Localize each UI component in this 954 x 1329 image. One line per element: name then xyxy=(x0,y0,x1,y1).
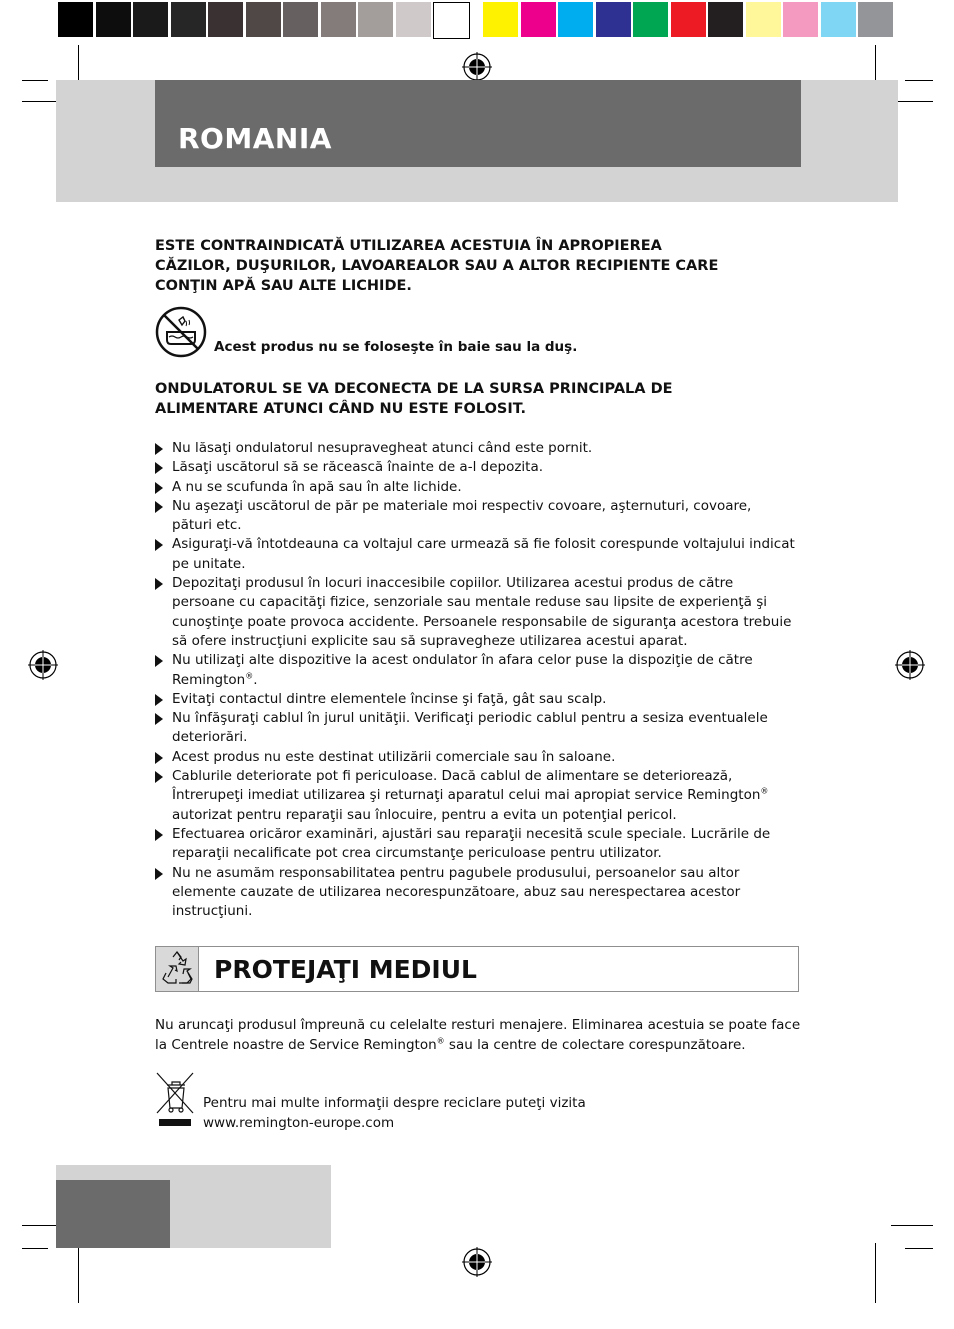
warning-unplug-line: ALIMENTARE ATUNCI CÂND NU ESTE FOLOSIT. xyxy=(155,401,526,417)
color-swatch xyxy=(321,2,356,37)
bullet-arrow-icon xyxy=(155,655,163,667)
footer-box xyxy=(56,1180,170,1248)
bullet-arrow-icon xyxy=(155,752,163,764)
list-item xyxy=(155,767,795,825)
recycling-info-text: Pentru mai multe informaţii despre reciclare puteţi vizita xyxy=(203,1095,586,1111)
environment-text: Nu aruncaţi produsul împreună cu celelalte resturi menajere. Eliminarea acestuia se poate face la Centrele noastre de Service Remington® sau la centre de colectare corespunzătoare. xyxy=(155,1017,801,1053)
list-item xyxy=(155,651,795,690)
bullet-arrow-icon xyxy=(155,868,163,880)
registration-mark-bottom xyxy=(462,1247,492,1277)
list-item-text: A nu se scufunda în apă sau în alte lichide. xyxy=(172,478,462,495)
color-swatch xyxy=(433,2,470,39)
page-title: ROMANIA xyxy=(178,122,332,155)
bullet-arrow-icon xyxy=(155,501,163,513)
list-item xyxy=(155,439,795,458)
color-swatch xyxy=(171,2,206,37)
recycling-info xyxy=(203,1094,586,1133)
section-icon-box xyxy=(155,946,199,992)
list-item-text: Nu aşezaţi uscătorul de păr pe materiale moi respectiv covoare, aşternuturi, covoare, pături etc. xyxy=(172,497,752,534)
color-swatch xyxy=(671,2,706,37)
no-bath-text: Acest produs nu se foloseşte în baie sau la duş. xyxy=(214,339,578,355)
list-item-text: Nu ne asumăm responsabilitatea pentru pagubele produsului, persoanelor sau altor elemente cauzate de utilizarea necorespunzătoare, abuz sau nerespectarea acestor instrucţiuni. xyxy=(172,864,741,920)
list-item xyxy=(155,497,795,536)
list-item xyxy=(155,574,795,651)
crossed-bin-icon xyxy=(155,1071,195,1131)
color-swatch xyxy=(633,2,668,37)
list-item xyxy=(155,458,795,477)
bullet-arrow-icon xyxy=(155,713,163,725)
list-item-text: Acest produs nu este destinat utilizării comerciale sau în saloane. xyxy=(172,748,616,765)
list-item xyxy=(155,478,795,497)
color-swatch xyxy=(58,2,93,37)
color-swatch xyxy=(358,2,393,37)
list-item-text: Depozitaţi produsul în locuri inaccesibile copiilor. Utilizarea acestui produs de către persoane cu capacităţi fizice, senzoriale sau mentale reduse sau lipsite de experienţă şi cunoştinţe poate provoca accidente. Persoanele responsabile de siguranţa acestora trebuie să ofere instrucţiuni explicite sau să supravegheze utilizarea acestui aparat. xyxy=(172,575,792,649)
color-swatch xyxy=(596,2,631,37)
warning-water-line: CĂZILOR, DUŞURILOR, LAVOAREALOR SAU A ALTOR RECIPIENTE CARE xyxy=(155,258,719,274)
list-item-text: Lăsaţi uscătorul să se răcească înainte de a-l depozita. xyxy=(172,459,544,476)
section-title: PROTEJAŢI MEDIUL xyxy=(214,955,477,984)
list-item-text: Nu înfăşuraţi cablul în jurul unităţii. Verificaţi periodic cablul pentru a sesiza eventualele deteriorări. xyxy=(172,710,768,746)
registration-mark-left xyxy=(28,650,58,680)
list-item xyxy=(155,709,795,748)
list-item-text: Efectuarea oricăror examinări, ajustări sau reparaţii necesită scule speciale. Lucrările de reparaţii necalificate pot crea circumstanţe periculoase pentru utilizator. xyxy=(172,825,771,862)
warning-unplug xyxy=(155,379,805,419)
list-item xyxy=(155,535,795,574)
warning-water xyxy=(155,236,805,296)
bullet-arrow-icon xyxy=(155,443,163,455)
list-item-text: Asiguraţi-vă întotdeauna ca voltajul care urmează să fie folosit corespunde voltajului indicat pe unitate. xyxy=(172,536,795,572)
warning-water-line: ESTE CONTRAINDICATĂ UTILIZAREA ACESTUIA ÎN APROPIEREA xyxy=(155,238,662,254)
color-swatch xyxy=(858,2,893,37)
bullet-arrow-icon xyxy=(155,462,163,474)
color-swatch xyxy=(783,2,818,37)
color-swatch xyxy=(246,2,281,37)
warning-unplug-line: ONDULATORUL SE VA DECONECTA DE LA SURSA PRINCIPALA DE xyxy=(155,381,673,397)
list-item-text: Evitaţi contactul dintre elementele încinse şi faţă, gât sau scalp. xyxy=(172,690,607,707)
list-item-text: Cablurile deteriorate pot fi periculoase. Dacă cablul de alimentare se deteriorează, Întrerupeţi imediat utilizarea şi returnaţi aparatul celui mai apropiat service Remington® autorizat pentru reparaţii sau înlocuire, pentru a evita un potenţial pericol. xyxy=(172,768,769,823)
website-link[interactable]: www.remington-europe.com xyxy=(203,1114,395,1131)
recycle-icon xyxy=(156,947,198,991)
list-item xyxy=(155,864,795,922)
registration-mark-right xyxy=(895,650,925,680)
bullet-arrow-icon xyxy=(155,482,163,494)
color-swatch xyxy=(746,2,781,37)
list-item-text: Nu lăsaţi ondulatorul nesupravegheat atunci când este pornit. xyxy=(172,440,593,456)
color-swatch xyxy=(208,2,243,37)
registration-mark-top xyxy=(462,52,492,82)
warning-water-line: CONŢIN APĂ SAU ALTE LICHIDE. xyxy=(155,278,412,294)
list-item xyxy=(155,748,795,767)
color-swatch xyxy=(521,2,556,37)
color-swatch xyxy=(96,2,131,37)
safety-instructions-list xyxy=(155,439,795,921)
bullet-arrow-icon xyxy=(155,694,163,706)
list-item xyxy=(155,690,795,709)
list-item-text: Nu utilizaţi alte dispozitive la acest ondulator în afara celor puse la dispoziţie de către Remington®. xyxy=(172,652,753,688)
bullet-arrow-icon xyxy=(155,578,163,590)
list-item xyxy=(155,825,795,864)
color-swatch xyxy=(133,2,168,37)
color-swatch xyxy=(708,2,743,37)
color-swatch xyxy=(283,2,318,37)
color-swatch xyxy=(396,2,431,37)
color-calibration-bar xyxy=(56,0,898,40)
color-swatch xyxy=(558,2,593,37)
no-bath-icon xyxy=(155,306,207,358)
color-swatch xyxy=(821,2,856,37)
bullet-arrow-icon xyxy=(155,829,163,841)
bullet-arrow-icon xyxy=(155,771,163,783)
color-swatch xyxy=(483,2,518,37)
bullet-arrow-icon xyxy=(155,539,163,551)
